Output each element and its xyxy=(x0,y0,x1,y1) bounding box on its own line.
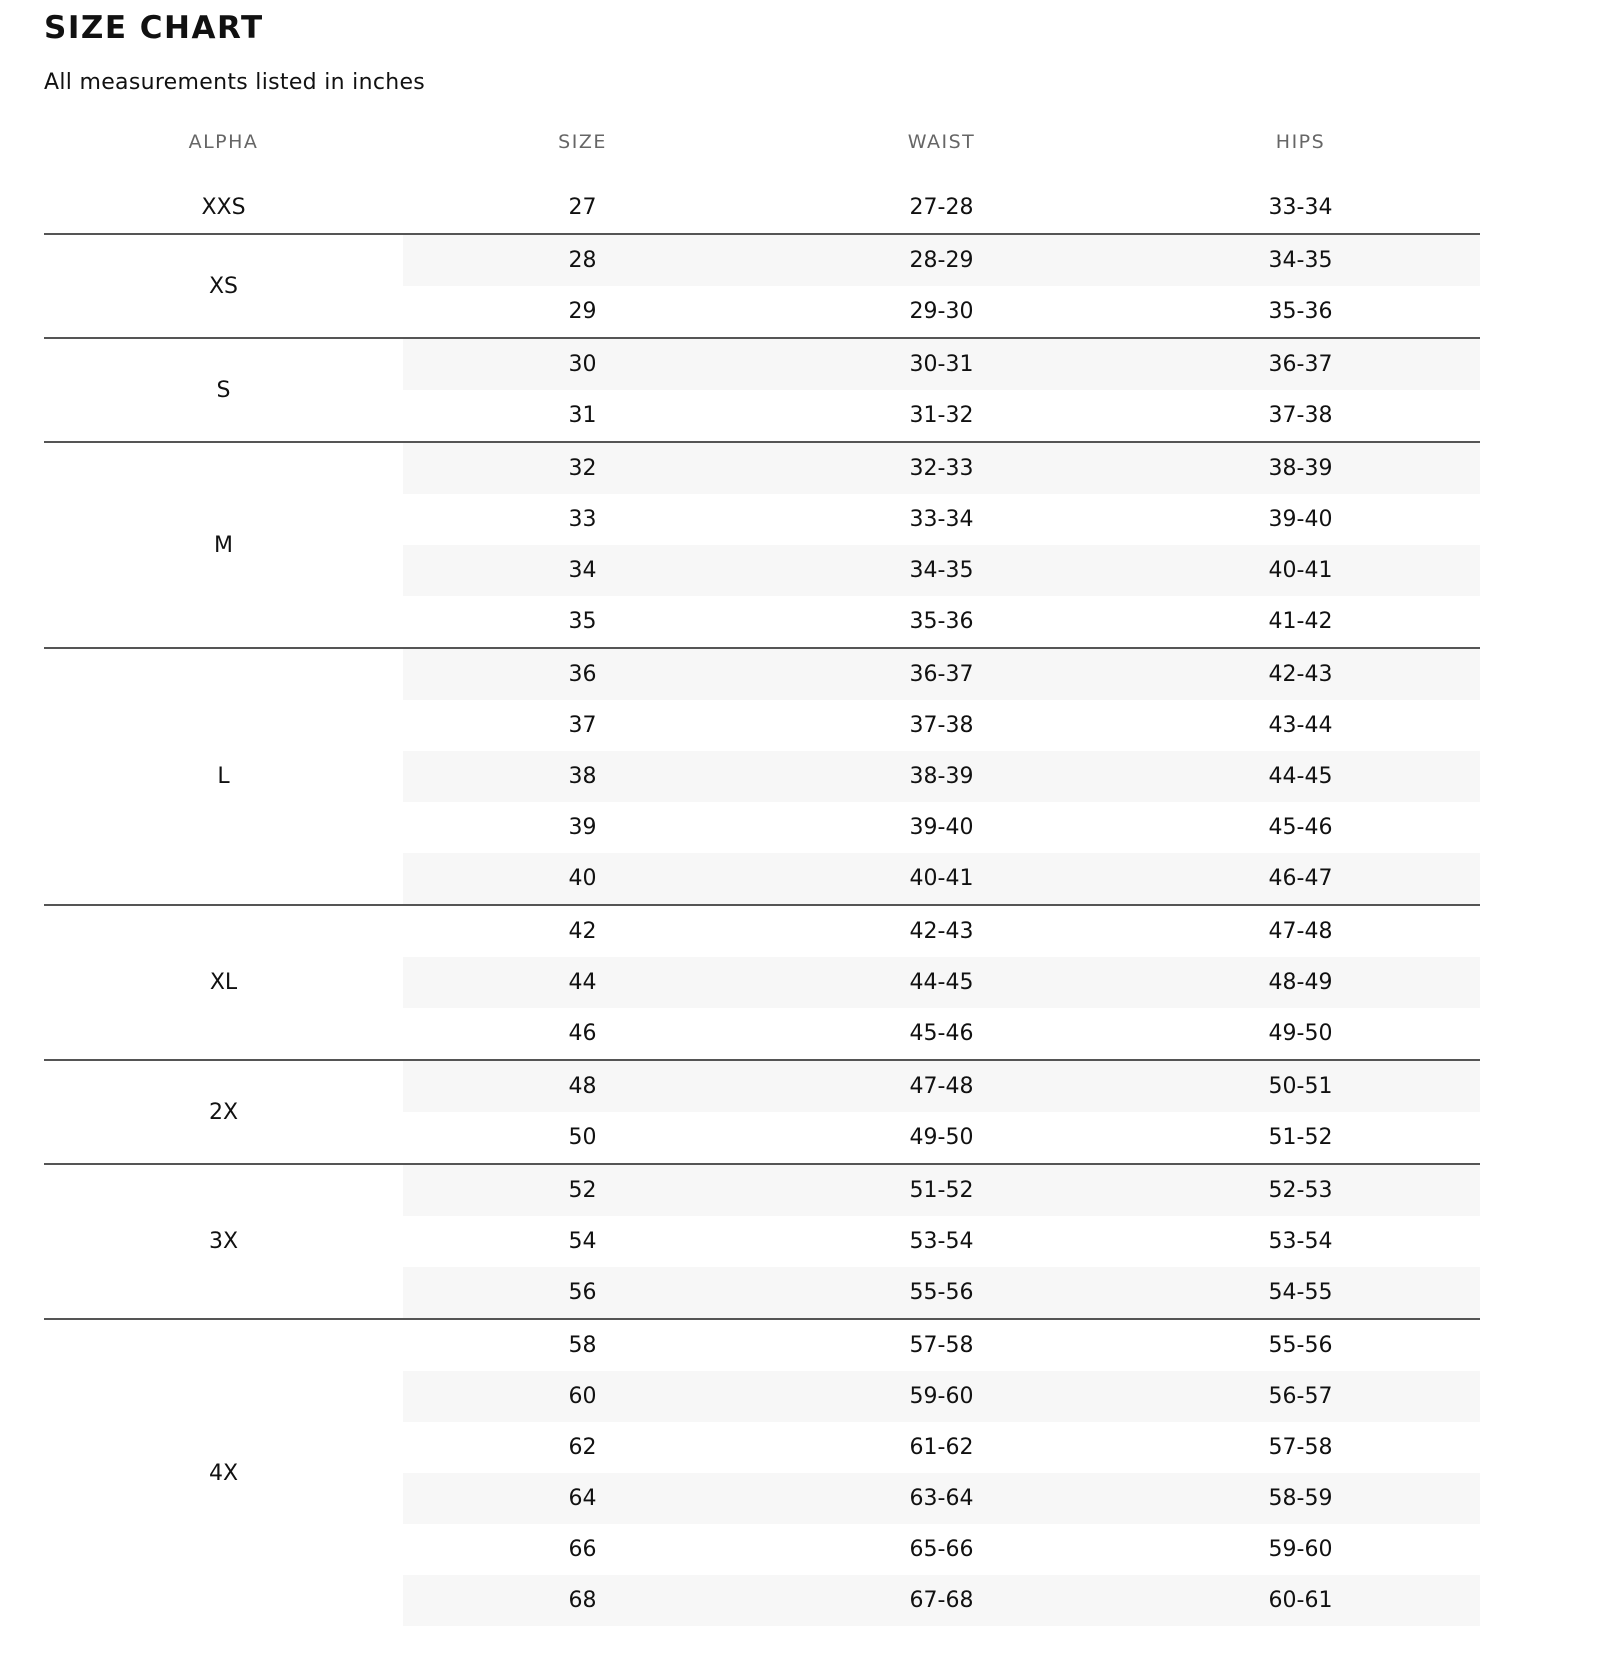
hips-cell: 48-49 xyxy=(1268,970,1333,995)
hips-cell: 50-51 xyxy=(1268,1074,1333,1099)
waist-cell: 63-64 xyxy=(909,1486,974,1511)
hips-cell: 53-54 xyxy=(1268,1229,1333,1254)
page-title: SIZE CHART xyxy=(44,10,264,46)
size-rows xyxy=(403,182,1480,233)
hips-cell: 51-52 xyxy=(1268,1125,1333,1150)
table-row xyxy=(403,545,1480,596)
table-row xyxy=(403,853,1480,904)
waist-cell: 37-38 xyxy=(909,713,974,738)
size-cell: 64 xyxy=(568,1486,597,1511)
hips-cell: 47-48 xyxy=(1268,919,1333,944)
size-cell: 37 xyxy=(568,713,597,738)
table-row xyxy=(403,1320,1480,1371)
hips-cell: 38-39 xyxy=(1268,456,1333,481)
size-rows xyxy=(403,443,1480,647)
table-row xyxy=(403,1524,1480,1575)
alpha-size-cell: XS xyxy=(208,273,239,299)
waist-cell: 53-54 xyxy=(909,1229,974,1254)
waist-cell: 51-52 xyxy=(909,1178,974,1203)
table-row xyxy=(403,1371,1480,1422)
waist-cell: 57-58 xyxy=(909,1333,974,1358)
waist-cell: 29-30 xyxy=(909,299,974,324)
table-row xyxy=(403,1112,1480,1163)
size-group xyxy=(44,1318,1480,1626)
size-rows xyxy=(403,1320,1480,1626)
table-header xyxy=(44,117,1480,182)
waist-cell: 27-28 xyxy=(909,195,974,220)
size-cell: 40 xyxy=(568,866,597,891)
waist-cell: 67-68 xyxy=(909,1588,974,1613)
size-cell: 38 xyxy=(568,764,597,789)
table-row xyxy=(403,649,1480,700)
table-row xyxy=(403,182,1480,233)
table-row xyxy=(403,751,1480,802)
hips-cell: 58-59 xyxy=(1268,1486,1333,1511)
alpha-size-cell: M xyxy=(214,532,233,558)
waist-cell: 55-56 xyxy=(909,1280,974,1305)
size-rows xyxy=(403,1165,1480,1318)
size-cell: 28 xyxy=(568,248,597,273)
table-row xyxy=(403,443,1480,494)
hips-cell: 43-44 xyxy=(1268,713,1333,738)
size-rows xyxy=(403,649,1480,904)
size-cell: 29 xyxy=(568,299,597,324)
table-row xyxy=(403,957,1480,1008)
alpha-size-cell: 4X xyxy=(208,1460,239,1486)
size-cell: 52 xyxy=(568,1178,597,1203)
hips-cell: 40-41 xyxy=(1268,558,1333,583)
hips-cell: 46-47 xyxy=(1268,866,1333,891)
size-group xyxy=(44,904,1480,1059)
table-row xyxy=(403,1165,1480,1216)
size-cell: 50 xyxy=(568,1125,597,1150)
waist-cell: 47-48 xyxy=(909,1074,974,1099)
size-rows xyxy=(403,235,1480,337)
size-cell: 30 xyxy=(568,352,597,377)
header-waist: WAIST xyxy=(907,131,976,153)
waist-cell: 49-50 xyxy=(909,1125,974,1150)
hips-cell: 55-56 xyxy=(1268,1333,1333,1358)
size-cell: 27 xyxy=(568,195,597,220)
table-row xyxy=(403,1061,1480,1112)
hips-cell: 57-58 xyxy=(1268,1435,1333,1460)
waist-cell: 33-34 xyxy=(909,507,974,532)
header-size: SIZE xyxy=(558,131,607,153)
hips-cell: 34-35 xyxy=(1268,248,1333,273)
alpha-size-cell: XXS xyxy=(201,195,246,220)
hips-cell: 39-40 xyxy=(1268,507,1333,532)
size-cell: 46 xyxy=(568,1021,597,1046)
header-hips: HIPS xyxy=(1275,131,1326,153)
size-cell: 44 xyxy=(568,970,597,995)
waist-cell: 45-46 xyxy=(909,1021,974,1046)
table-row xyxy=(403,1267,1480,1318)
waist-cell: 61-62 xyxy=(909,1435,974,1460)
table-body xyxy=(44,182,1480,1626)
hips-cell: 59-60 xyxy=(1268,1537,1333,1562)
table-row xyxy=(403,802,1480,853)
waist-cell: 65-66 xyxy=(909,1537,974,1562)
alpha-size-cell: S xyxy=(216,377,231,403)
size-group xyxy=(44,1163,1480,1318)
table-row xyxy=(403,906,1480,957)
size-group xyxy=(44,1059,1480,1163)
waist-cell: 40-41 xyxy=(909,866,974,891)
size-cell: 62 xyxy=(568,1435,597,1460)
size-cell: 58 xyxy=(568,1333,597,1358)
size-group xyxy=(44,233,1480,337)
size-cell: 32 xyxy=(568,456,597,481)
alpha-size-cell: XL xyxy=(209,970,238,995)
waist-cell: 35-36 xyxy=(909,609,974,634)
size-cell: 60 xyxy=(568,1384,597,1409)
size-cell: 34 xyxy=(568,558,597,583)
hips-cell: 56-57 xyxy=(1268,1384,1333,1409)
table-row xyxy=(403,390,1480,441)
alpha-size-cell: 2X xyxy=(208,1099,239,1125)
hips-cell: 35-36 xyxy=(1268,299,1333,324)
hips-cell: 44-45 xyxy=(1268,764,1333,789)
size-cell: 39 xyxy=(568,815,597,840)
size-cell: 42 xyxy=(568,919,597,944)
table-row xyxy=(403,1473,1480,1524)
hips-cell: 37-38 xyxy=(1268,403,1333,428)
waist-cell: 30-31 xyxy=(909,352,974,377)
table-row xyxy=(403,286,1480,337)
header-alpha: ALPHA xyxy=(188,131,259,153)
table-row xyxy=(403,1008,1480,1059)
alpha-size-cell: L xyxy=(217,764,230,789)
size-cell: 36 xyxy=(568,662,597,687)
table-row xyxy=(403,1216,1480,1267)
table-row xyxy=(403,700,1480,751)
size-rows xyxy=(403,339,1480,441)
waist-cell: 39-40 xyxy=(909,815,974,840)
size-group xyxy=(44,647,1480,904)
table-row xyxy=(403,339,1480,390)
size-chart-table xyxy=(44,117,1480,1626)
hips-cell: 33-34 xyxy=(1268,195,1333,220)
waist-cell: 34-35 xyxy=(909,558,974,583)
hips-cell: 49-50 xyxy=(1268,1021,1333,1046)
size-cell: 33 xyxy=(568,507,597,532)
size-cell: 56 xyxy=(568,1280,597,1305)
size-cell: 48 xyxy=(568,1074,597,1099)
waist-cell: 36-37 xyxy=(909,662,974,687)
table-row xyxy=(403,596,1480,647)
page-subtitle: All measurements listed in inches xyxy=(44,70,426,95)
waist-cell: 44-45 xyxy=(909,970,974,995)
waist-cell: 42-43 xyxy=(909,919,974,944)
table-row xyxy=(403,494,1480,545)
size-cell: 54 xyxy=(568,1229,597,1254)
table-row xyxy=(403,235,1480,286)
table-row xyxy=(403,1575,1480,1626)
hips-cell: 42-43 xyxy=(1268,662,1333,687)
size-cell: 35 xyxy=(568,609,597,634)
hips-cell: 52-53 xyxy=(1268,1178,1333,1203)
size-cell: 68 xyxy=(568,1588,597,1613)
size-group xyxy=(44,182,1480,233)
size-rows xyxy=(403,1061,1480,1163)
size-cell: 31 xyxy=(568,403,597,428)
hips-cell: 36-37 xyxy=(1268,352,1333,377)
waist-cell: 38-39 xyxy=(909,764,974,789)
waist-cell: 32-33 xyxy=(909,456,974,481)
waist-cell: 31-32 xyxy=(909,403,974,428)
size-rows xyxy=(403,906,1480,1059)
hips-cell: 60-61 xyxy=(1268,1588,1333,1613)
waist-cell: 28-29 xyxy=(909,248,974,273)
hips-cell: 54-55 xyxy=(1268,1280,1333,1305)
hips-cell: 41-42 xyxy=(1268,609,1333,634)
alpha-size-cell: 3X xyxy=(208,1229,239,1254)
size-group xyxy=(44,441,1480,647)
size-group xyxy=(44,337,1480,441)
hips-cell: 45-46 xyxy=(1268,815,1333,840)
table-row xyxy=(403,1422,1480,1473)
waist-cell: 59-60 xyxy=(909,1384,974,1409)
size-cell: 66 xyxy=(568,1537,597,1562)
